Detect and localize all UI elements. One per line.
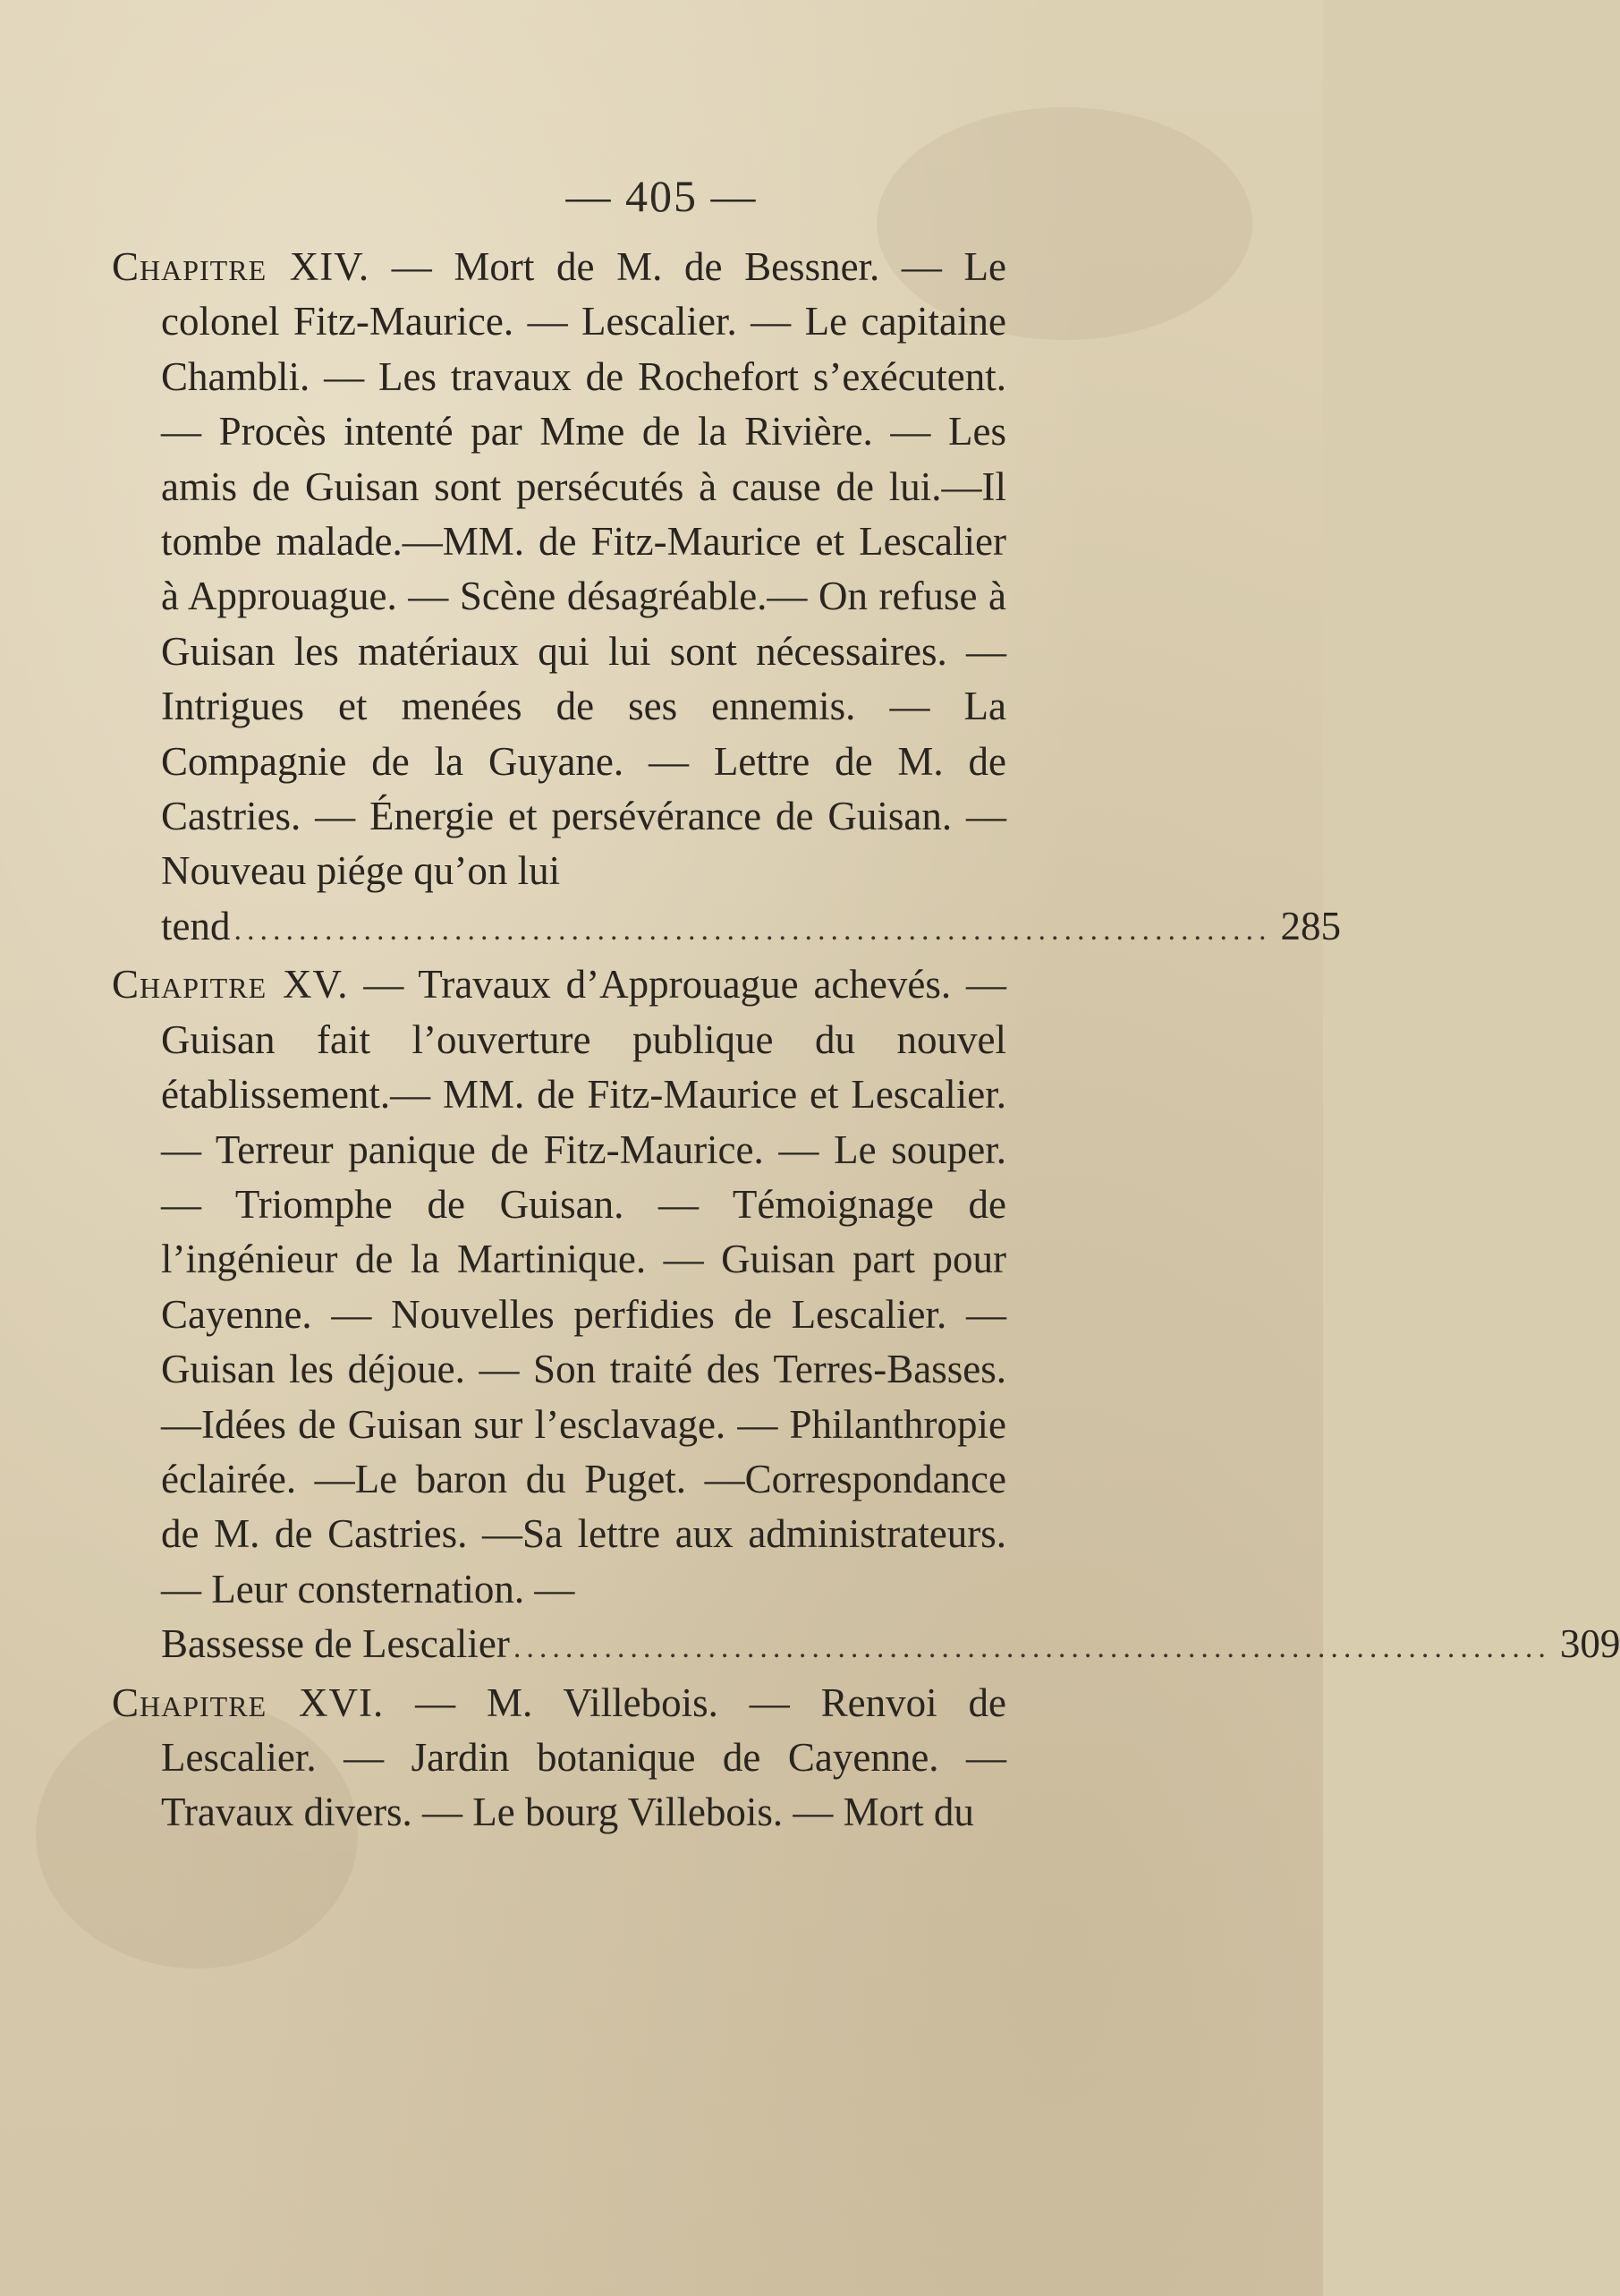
chapter-label: Chapitre XV. [112,962,349,1008]
chapter-label: Chapitre XIV. [112,244,370,289]
page-reference: 285 [1280,903,1341,948]
chapter-summary: — Travaux d’Approuague achevés. — Guisan fait l’ouverture publique du nouvel établissement.— MM. de Fitz-Maurice et Lescalier. — Terreur panique de Fitz-Maurice. — Le souper. — Triomphe de Guisan. — Témoignage de l’ingénieur de la Martinique. — Guisan part pour Cayenne. — Nouvelles perfidies de Lescalier. — Guisan les déjoue. — Son traité des Terres-Basses.—Idées de Guisan sur l’esclavage. — Philanthropie éclairée. —Le baron du Puget. —Correspondance de M. de Castries. —Sa lettre aux administrateurs. — Leur consternation. — [161,962,1007,1611]
toc-entry-last-line [161,899,1341,957]
dot-leader: ................................................................................ [513,1631,1551,1665]
chapter-summary: — M. Villebois. — Renvoi de Lescalier. — Jardin botanique de Cayenne. — Travaux divers. — Le bourg Villebois. — Mort du [161,1679,1007,1835]
chapter-summary-tail: tend [161,903,231,948]
table-of-contents [112,240,1620,1841]
toc-entry-chapter-16 [112,1676,1006,1841]
toc-entry-last-line [161,1617,1620,1675]
page-number: — 405 — [565,171,758,221]
dot-leader: ................................................................................ [233,913,1272,947]
chapter-label: Chapitre XVI. [112,1679,385,1725]
chapter-summary-tail: Bassesse de Lescalier [161,1621,510,1667]
page-reference: 309 [1559,1621,1620,1667]
toc-entry-chapter-14 [112,240,1341,957]
chapter-summary: — Mort de M. de Bessner. — Le colonel Fitz-Maurice. — Lescalier. — Le capitaine Chambli. — Les travaux de Rochefort s’exécutent. — Procès intenté par Mme de la Rivière. — Les amis de Guisan sont persécutés à cause de lui.—Il tombe malade.—MM. de Fitz-Maurice et Lescalier à Approuague. — Scène désagréable.— On refuse à Guisan les matériaux qui lui sont nécessaires. — Intrigues et menées de ses ennemis. — La Compagnie de la Guyane. — Lettre de M. de Castries. — Énergie et persévérance de Guisan. — Nouveau piége qu’on lui [161,244,1006,894]
toc-entry-chapter-15 [112,957,1620,1675]
